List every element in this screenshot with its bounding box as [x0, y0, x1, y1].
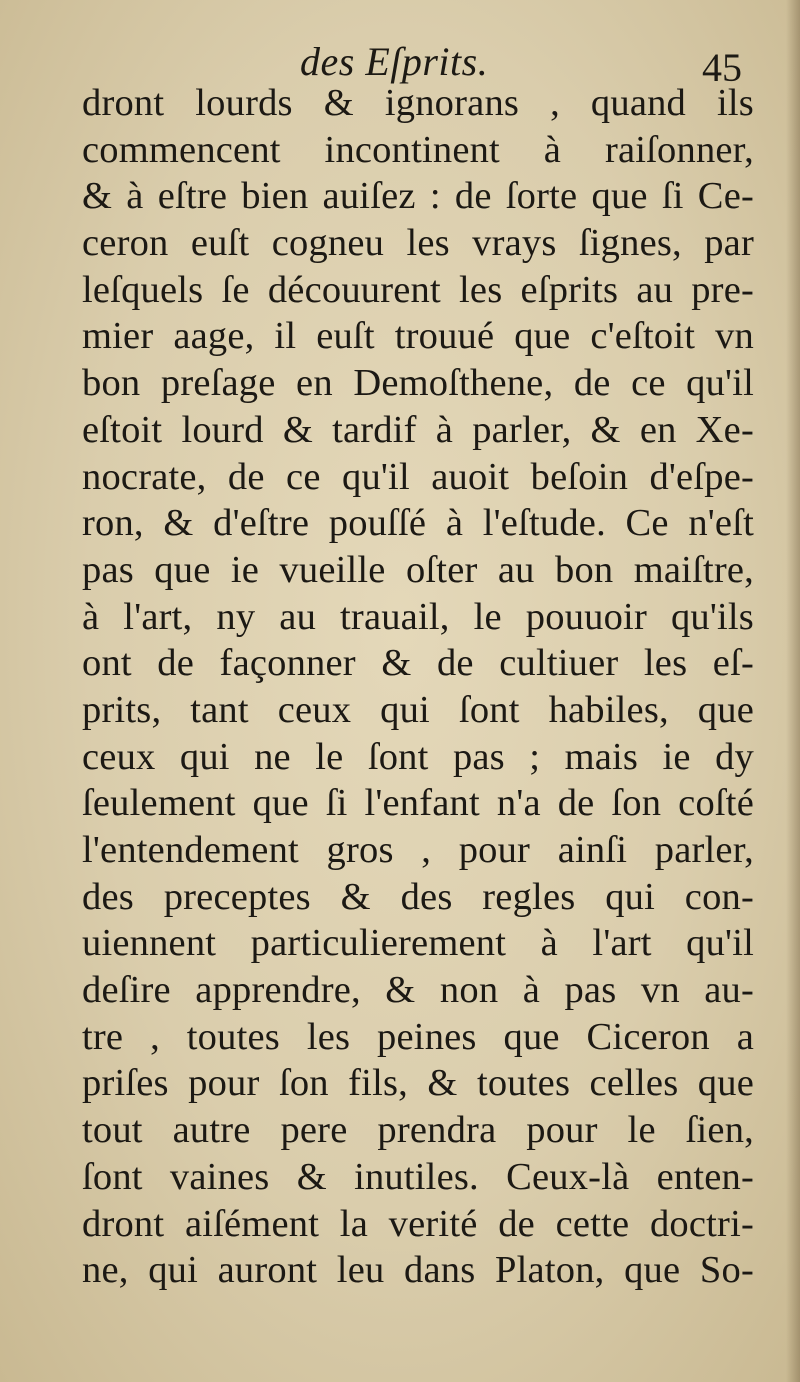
- text-line: dront lourds & ignorans , quand ils: [82, 82, 754, 124]
- text-line: uiennent particulierement à l'art qu'il: [82, 922, 754, 965]
- text-line: l'entendement gros , pour ainſi parler,: [82, 829, 754, 871]
- text-line: ceron euſt cogneu les vrays ſignes, par: [82, 222, 754, 265]
- text-line: ceux qui ne le ſont pas ; mais ie dy: [82, 735, 754, 778]
- page-edge-shadow: [786, 0, 800, 1382]
- text-line: ne, qui auront leu dans Platon, que So-: [82, 1249, 754, 1292]
- text-line: nocrate, de ce qu'il auoit beſoin d'eſpe-: [82, 455, 754, 498]
- text-line: eſtoit lourd & tardif à parler, & en Xe-: [82, 408, 754, 451]
- text-line: ſont vaines & inutiles. Ceux-là enten-: [82, 1155, 754, 1198]
- text-line: tout autre pere prendra pour le ſien,: [82, 1109, 754, 1152]
- text-line: des preceptes & des regles qui con-: [82, 875, 754, 918]
- text-line: mier aage, il euſt trouué que c'eſtoit vn: [82, 315, 754, 358]
- text-line: ont de façonner & de cultiuer les eſ-: [82, 642, 754, 685]
- text-line: priſes pour ſon fils, & toutes celles que: [82, 1062, 754, 1105]
- text-line: à l'art, ny au trauail, le pouuoir qu'ils: [82, 595, 754, 638]
- text-line: & à eſtre bien auiſez : de ſorte que ſi Ce-: [82, 175, 754, 218]
- text-line: bon preſage en Demoſthene, de ce qu'il: [82, 362, 754, 405]
- text-line: pas que ie vueille oſter au bon maiſtre,: [82, 548, 754, 591]
- text-line: commencent incontinent à raiſonner,: [82, 128, 754, 171]
- text-line: tre , toutes les peines que Ciceron a: [82, 1015, 754, 1058]
- text-line: deſire apprendre, & non à pas vn au-: [82, 969, 754, 1012]
- text-line: ron, & d'eſtre pouſſé à l'eſtude. Ce n'eſt: [82, 502, 754, 545]
- text-line: prits, tant ceux qui ſont habiles, que: [82, 688, 754, 731]
- text-line: dront aiſément la verité de cette doctri-: [82, 1202, 754, 1245]
- text-line: leſquels ſe découurent les eſprits au pre-: [82, 268, 754, 311]
- text-line: ſeulement que ſi l'enfant n'a de ſon coſté: [82, 782, 754, 825]
- page-number: 45: [702, 45, 742, 90]
- body-text: [82, 80, 754, 1294]
- running-head: des Eſprits.: [300, 39, 489, 84]
